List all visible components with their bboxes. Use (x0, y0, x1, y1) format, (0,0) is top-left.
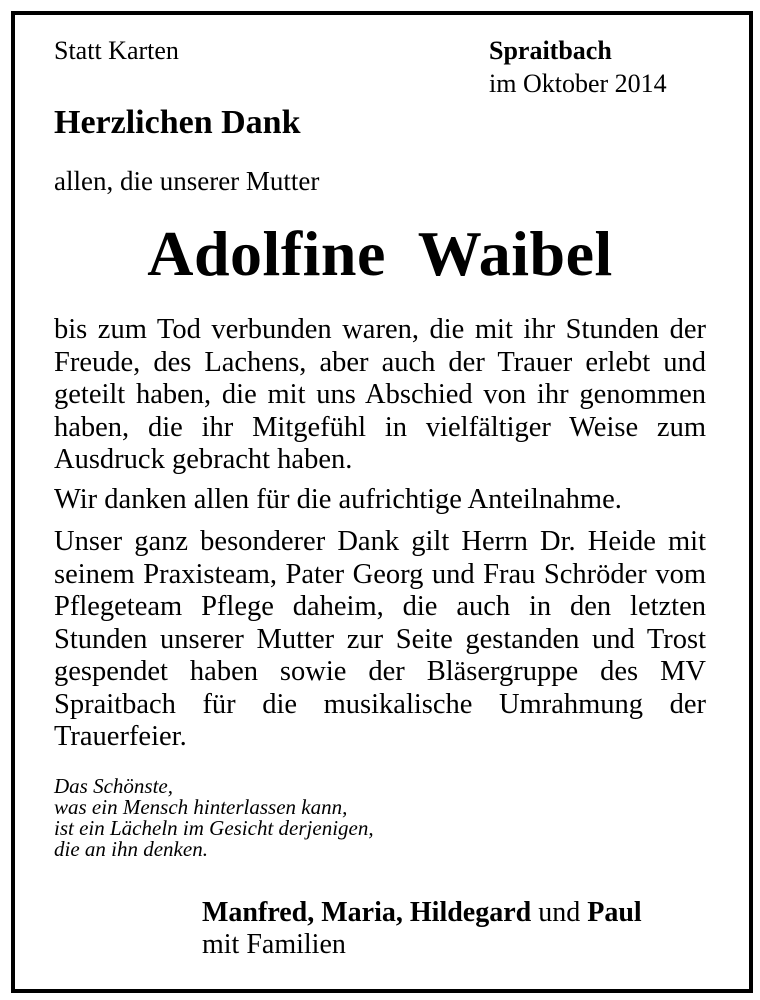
paragraph-1: bis zum Tod verbunden waren, die mit ihr Stunden der Freude, des Lachens, aber auch der Trauer erlebt und geteilt haben, die mit uns Abschied von ihr genommen haben, die ihr Mitgefühl in vielfältiger Weise zum Ausdruck gebracht haben. (54, 314, 706, 475)
signature-names-part1: Manfred, Maria, Hildegard (202, 897, 532, 928)
signature-names-part2: Paul (587, 897, 642, 928)
heading-title: Herzlichen Dank (54, 104, 301, 141)
signature-names (202, 897, 642, 929)
deceased-name: Adolfine Waibel (147, 218, 613, 289)
paragraph-2: Wir danken allen für die aufrichtige Anteilnahme. (54, 484, 622, 515)
paragraph-3: Unser ganz besonderer Dank gilt Herrn Dr. Heide mit seinem Praxisteam, Pater Georg und Frau Schröder vom Pflegeteam Pflege daheim, die auch in den letzten Stunden unserer Mutter zur Seite gestanden und Trost gespendet haben sowie der Bläsergruppe des MV Spraitbach für die musikalische Umrahmung der Trauerfeier. (54, 526, 706, 752)
statt-karten-label: Statt Karten (54, 36, 179, 65)
quote-line-3: ist ein Lächeln im Gesicht derjenigen, (54, 816, 374, 840)
quote-line-4: die an ihn denken. (54, 837, 208, 861)
quote-line-1: Das Schönste, (54, 774, 173, 798)
signature-connector: und (531, 897, 588, 928)
quote-line-2: was ein Mensch hinterlassen kann, (54, 795, 348, 819)
intro-text: allen, die unserer Mutter (54, 166, 320, 196)
date-label: im Oktober 2014 (489, 69, 667, 98)
signature-families: mit Familien (202, 929, 346, 960)
place-label: Spraitbach (489, 36, 612, 65)
